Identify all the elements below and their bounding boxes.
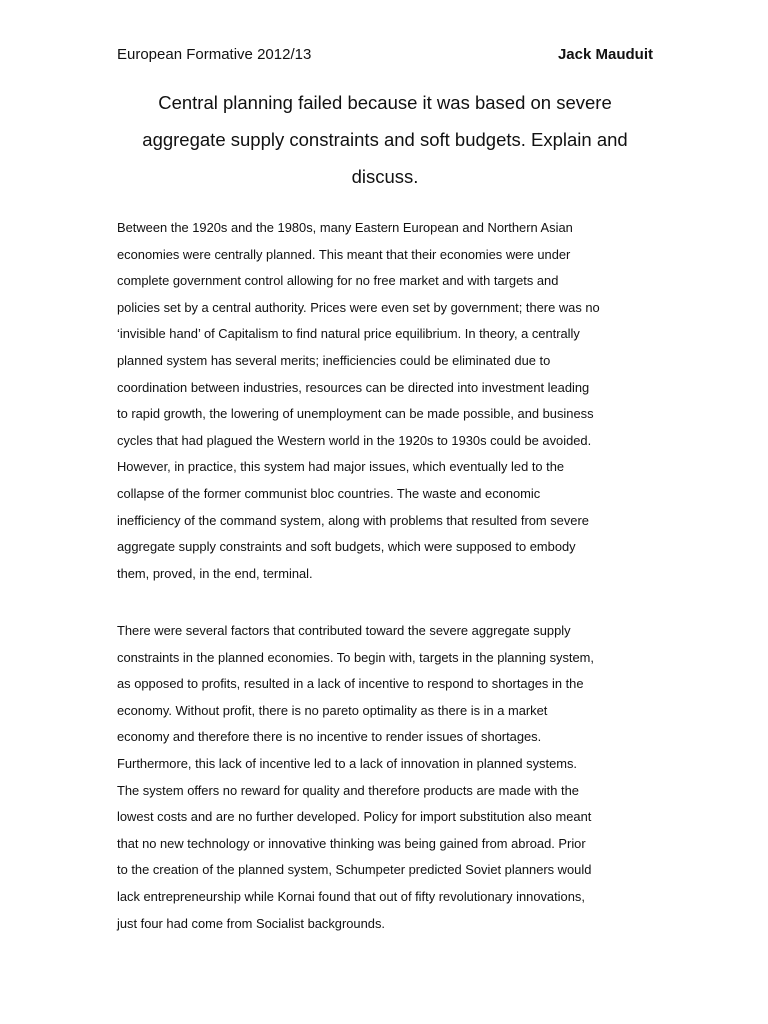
essay-title: [117, 84, 653, 195]
paragraph-line: planned system has several merits; inefficiencies could be eliminated due to: [117, 352, 551, 368]
essay-title-line: discuss.: [351, 166, 419, 187]
paragraph-line: There were several factors that contributed toward the severe aggregate supply: [117, 623, 571, 638]
paragraph-line: Furthermore, this lack of incentive led to a lack of innovation in planned systems.: [117, 755, 577, 771]
paragraph-line: Between the 1920s and the 1980s, many Eastern European and Northern Asian: [117, 220, 573, 235]
paragraph-line: economy. Without profit, there is no pareto optimality as there is in a market: [117, 702, 548, 718]
paragraph-line: economies were centrally planned. This meant that their economies were under: [117, 246, 571, 262]
paragraph-line: The system offers no reward for quality and therefore products are made with the: [117, 782, 579, 798]
page-header: [117, 44, 653, 66]
author-name: Jack Mauduit: [557, 46, 653, 63]
paragraph-line: collapse of the former communist bloc countries. The waste and economic: [117, 485, 541, 501]
paragraph-line: policies set by a central authority. Prices were even set by government; there was no: [117, 299, 600, 315]
paragraph-line: them, proved, in the end, terminal.: [117, 565, 313, 581]
paragraph-line: constraints in the planned economies. To begin with, targets in the planning system,: [117, 649, 594, 665]
essay-title-line: aggregate supply constraints and soft budgets. Explain and: [142, 129, 628, 150]
paragraph-line: inefficiency of the command system, along with problems that resulted from severe: [117, 512, 589, 528]
paragraph-line: coordination between industries, resources can be directed into investment leading: [117, 379, 590, 395]
paragraph-2: [117, 618, 653, 937]
paragraph-line: just four had come from Socialist backgrounds.: [117, 915, 385, 931]
paragraph-line: lowest costs and are no further developed. Policy for import substitution also meant: [117, 809, 592, 825]
paragraph-line: aggregate supply constraints and soft budgets, which were supposed to embody: [117, 539, 576, 555]
paragraph-line: lack entrepreneurship while Kornai found that out of fifty revolutionary innovations,: [117, 888, 585, 904]
paragraph-line: to the creation of the planned system, Schumpeter predicted Soviet planners would: [117, 862, 592, 878]
paragraph-line: economy and therefore there is no incentive to render issues of shortages.: [117, 729, 542, 745]
paragraph-line: cycles that had plagued the Western world in the 1920s to 1930s could be avoided.: [117, 432, 592, 448]
paragraph-line: to rapid growth, the lowering of unemployment can be made possible, and business: [117, 406, 594, 422]
course-title: European Formative 2012/13: [117, 46, 312, 63]
paragraph-line: complete government control allowing for no free market and with targets and: [117, 273, 559, 289]
paragraph-line: ‘invisible hand’ of Capitalism to find natural price equilibrium. In theory, a centrally: [117, 326, 580, 342]
paragraph-1: [117, 215, 653, 587]
paragraph-line: as opposed to profits, resulted in a lack of incentive to respond to shortages in the: [117, 676, 584, 692]
essay-title-line: Central planning failed because it was based on severe: [158, 92, 612, 113]
paragraph-line: that no new technology or innovative thinking was being gained from abroad. Prior: [117, 835, 586, 851]
paragraph-line: However, in practice, this system had major issues, which eventually led to the: [117, 459, 565, 475]
